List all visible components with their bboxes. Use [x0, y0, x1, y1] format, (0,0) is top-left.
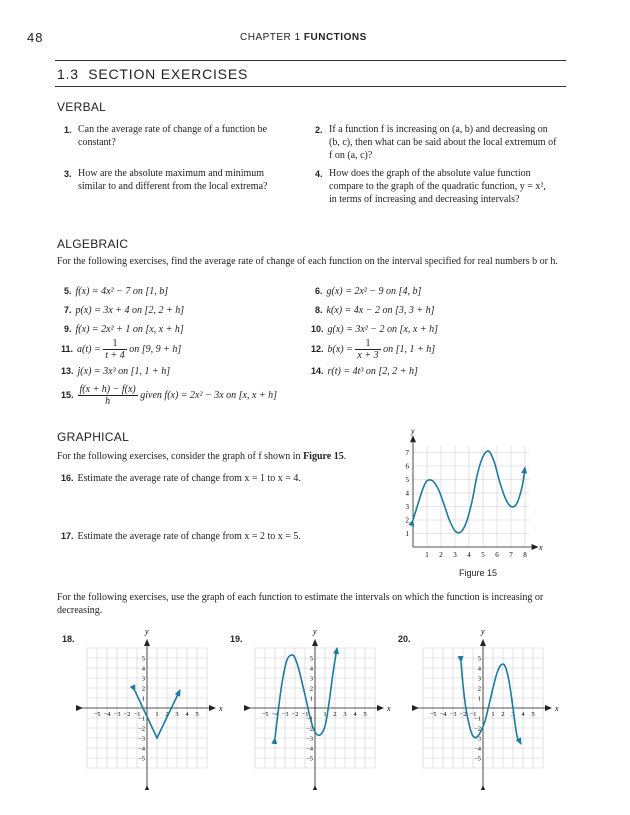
exercise-number: 2. [315, 125, 323, 135]
y-tick-label: −5 [138, 755, 145, 763]
exercise-14: 14. r(t) = 4t³ on [2, 2 + h] [311, 366, 418, 377]
chapter-title [240, 32, 367, 43]
x-tick-label: −1 [469, 711, 477, 718]
exercise-16: 16. Estimate the average rate of change from x = 1 to x = 4. [61, 473, 301, 484]
graphical-intro [57, 450, 377, 463]
y-tick-label: −3 [474, 735, 481, 743]
x-tick-label: −4 [103, 711, 111, 718]
fraction [103, 338, 127, 361]
y-tick-label: 4 [405, 489, 409, 498]
y-axis-label: y [481, 627, 485, 636]
y-tick-label: −3 [306, 735, 313, 743]
exercise-number: 1. [64, 125, 72, 135]
page-number: 48 [27, 30, 44, 45]
intro-end: . [343, 451, 347, 462]
exercise-7: 7. p(x) = 3x + 4 on [2, 2 + h] [64, 305, 185, 316]
exercise-text: Estimate the average rate of change from x = 2 to x = 5. [77, 531, 301, 542]
x-tick-label: −4 [439, 711, 447, 718]
exercise-text: g(x) = 2x² − 9 on [4, b] [326, 286, 422, 297]
exercise-text: f(x) = 2x² + 1 on [x, x + h] [75, 324, 184, 335]
y-tick-label: 3 [309, 675, 313, 683]
y-tick-label: −1 [306, 715, 313, 723]
exercise-rest: given f(x) = 2x² − 3x on [x, x + h] [140, 389, 278, 401]
exercise-17: 17. Estimate the average rate of change from x = 2 to x = 5. [61, 531, 301, 542]
y-tick-label: −4 [474, 745, 481, 753]
exercise-lhs: b(x) = [327, 343, 353, 355]
exercise-text: Can the average rate of change of a function be constant? [78, 124, 268, 148]
y-tick-label: −4 [306, 745, 313, 753]
x-tick-label: −3 [449, 711, 457, 718]
fraction-numerator: f(x + h) − f(x) [79, 384, 136, 395]
graph-label-18: 18. [62, 634, 75, 644]
y-tick-label: 1 [405, 530, 409, 538]
figure-link[interactable]: Figure 15 [303, 451, 344, 462]
x-tick-label: 3 [453, 551, 457, 559]
y-tick-label: 5 [405, 476, 409, 484]
x-axis-label: x [539, 543, 543, 552]
y-tick-label: −1 [474, 715, 481, 723]
x-tick-label: 2 [333, 711, 337, 718]
exercise-text: k(x) = 4x − 2 on [3, 3 + h] [326, 305, 435, 316]
x-axis-label: x [219, 704, 223, 713]
x-tick-label: 3 [343, 711, 347, 718]
y-tick-label: 1 [141, 695, 145, 703]
y-tick-label: 2 [309, 685, 313, 693]
x-tick-label: 1 [491, 711, 495, 718]
exercise-text: j(x) = 3x³ on [1, 1 + h] [77, 366, 171, 377]
fraction [78, 384, 138, 407]
x-tick-label: −1 [301, 711, 309, 718]
section-title: 1.3 SECTION EXERCISES [57, 66, 249, 82]
x-tick-label: 4 [353, 711, 357, 718]
exercise-text: If a function f is increasing on (a, b) and decreasing on (b, c), then what can be said about the local extremum of f on (a, c)? [329, 124, 557, 161]
x-tick-label: 5 [363, 711, 367, 718]
y-tick-label: −3 [138, 735, 145, 743]
x-tick-label: 1 [155, 711, 159, 718]
x-tick-label: 1 [323, 711, 327, 718]
graph-label-20: 20. [398, 634, 411, 644]
x-tick-label: −5 [93, 711, 101, 718]
y-tick-label: 4 [309, 665, 313, 673]
y-tick-label: −5 [306, 755, 313, 763]
graphical-intro-2: For the following exercises, use the graph of each function to estimate the intervals on which the function is increasing or decreasing. [57, 592, 544, 616]
x-tick-label: −5 [261, 711, 269, 718]
y-tick-label: −4 [138, 745, 145, 753]
fraction-numerator: 1 [103, 338, 127, 350]
x-tick-label: 6 [495, 551, 499, 559]
y-tick-label: 2 [405, 516, 409, 525]
fraction-denominator: h [105, 396, 111, 407]
exercise-text: f(x) = 4x² − 7 on [1, b] [75, 286, 169, 297]
x-tick-label: −2 [459, 711, 467, 718]
chapter-prefix: CHAPTER 1 [240, 32, 301, 43]
x-tick-label: −4 [271, 711, 279, 718]
y-tick-label: −2 [138, 725, 145, 733]
exercise-15: 15. $\frac{f(x + h) - f(x)}{h}$ given f(x) = 2x² − 3x on [x, x + h] [61, 384, 278, 407]
x-tick-label: 5 [195, 711, 199, 718]
x-tick-label: 3 [175, 711, 179, 718]
x-axis-label: x [387, 704, 391, 713]
y-axis-label: y [145, 627, 149, 636]
verbal-heading: VERBAL [57, 100, 107, 114]
section-rule [55, 86, 566, 87]
graph-label-19: 19. [230, 634, 243, 644]
exercise-13: 13. j(x) = 3x³ on [1, 1 + h] [61, 366, 171, 377]
exercise-text: How does the graph of the absolute value function compare to the graph of the quadratic function, y = x², in terms of increasing and decreasing intervals? [329, 168, 546, 205]
x-axis-label: x [555, 704, 559, 713]
graph-20 [408, 620, 568, 790]
graph-18 [72, 620, 232, 790]
x-tick-label: 1 [425, 551, 429, 559]
graphical-heading: GRAPHICAL [57, 430, 130, 444]
x-tick-label: 4 [521, 711, 525, 718]
y-tick-label: 6 [405, 462, 409, 471]
y-tick-label: 2 [477, 685, 481, 693]
algebraic-intro: For the following exercises, find the average rate of change of each function on the interval specified for real numbers b or h. [57, 256, 558, 267]
y-tick-label: 5 [141, 655, 145, 663]
top-rule [55, 60, 566, 61]
x-tick-label: 7 [509, 551, 513, 559]
exercise-lhs: a(t) = [77, 343, 101, 355]
figure-15-chart [395, 425, 555, 565]
exercise-text: Estimate the average rate of change from x = 1 to x = 4. [77, 473, 301, 484]
y-tick-label: 1 [477, 695, 481, 703]
y-tick-label: 1 [309, 695, 313, 703]
x-tick-label: 5 [531, 711, 535, 718]
exercise-11: 11. a(t) = $\frac{1}{t + 4}$ on [9, 9 + h] [61, 338, 182, 361]
exercise-text: How are the absolute maximum and minimum similar to and different from the local extrema? [78, 168, 268, 192]
exercise-rest: on [1, 1 + h] [383, 343, 436, 355]
y-tick-label: 4 [477, 665, 481, 673]
x-tick-label: 3 [511, 711, 515, 718]
exercise-5: 5. f(x) = 4x² − 7 on [1, b] [64, 286, 169, 297]
x-tick-label: −3 [281, 711, 289, 718]
y-tick-label: −2 [306, 725, 313, 733]
function-curve [461, 662, 521, 744]
exercise-text: g(x) = 3x² − 2 on [x, x + h] [327, 324, 438, 335]
intro-text: For the following exercises, consider the graph of f shown in [57, 451, 301, 462]
graph-19 [240, 620, 400, 790]
algebraic-heading: ALGEBRAIC [57, 237, 129, 251]
x-tick-label: 5 [481, 551, 485, 559]
y-axis-label: y [313, 627, 317, 636]
y-tick-label: 7 [405, 449, 409, 457]
exercise-text: p(x) = 3x + 4 on [2, 2 + h] [75, 305, 185, 316]
y-axis-label: y [411, 426, 415, 436]
exercise-9: 9. f(x) = 2x² + 1 on [x, x + h] [64, 324, 184, 335]
y-tick-label: 3 [477, 675, 481, 683]
y-tick-label: 4 [141, 665, 145, 673]
x-tick-label: −5 [429, 711, 437, 718]
chapter-name: FUNCTIONS [303, 32, 367, 43]
y-tick-label: 5 [309, 655, 313, 663]
x-tick-label: −1 [133, 711, 141, 718]
y-tick-label: 3 [141, 675, 145, 683]
fraction-denominator: t + 4 [105, 350, 125, 361]
y-tick-label: −5 [474, 755, 481, 763]
exercise-number: 4. [315, 169, 323, 179]
exercise-6: 6. g(x) = 2x² − 9 on [4, b] [315, 286, 422, 297]
y-tick-label: 3 [405, 503, 409, 511]
x-tick-label: 4 [467, 551, 471, 559]
x-tick-label: 8 [523, 551, 527, 559]
x-tick-label: −2 [291, 711, 299, 718]
exercise-12: 12. b(x) = $\frac{1}{x + 3}$ on [1, 1 + h] [311, 338, 436, 361]
exercise-text: r(t) = 4t³ on [2, 2 + h] [327, 366, 418, 377]
exercise-number: 3. [64, 169, 72, 179]
y-tick-label: 2 [141, 685, 145, 693]
fraction [355, 338, 380, 361]
x-tick-label: 2 [165, 711, 169, 718]
y-tick-label: 5 [477, 655, 481, 663]
fraction-numerator: 1 [355, 338, 380, 350]
x-tick-label: −3 [113, 711, 121, 718]
x-tick-label: 2 [501, 711, 505, 718]
x-tick-label: −2 [123, 711, 131, 718]
x-tick-label: 4 [185, 711, 189, 718]
y-tick-label: −1 [138, 715, 145, 723]
fraction-denominator: x + 3 [357, 350, 379, 361]
exercise-10: 10. g(x) = 3x² − 2 on [x, x + h] [311, 324, 438, 335]
x-tick-label: 2 [439, 551, 443, 559]
exercise-8: 8. k(x) = 4x − 2 on [3, 3 + h] [315, 305, 435, 316]
figure-caption: Figure 15 [459, 568, 498, 578]
y-tick-label: −2 [474, 725, 481, 733]
exercise-rest: on [9, 9 + h] [129, 343, 182, 355]
